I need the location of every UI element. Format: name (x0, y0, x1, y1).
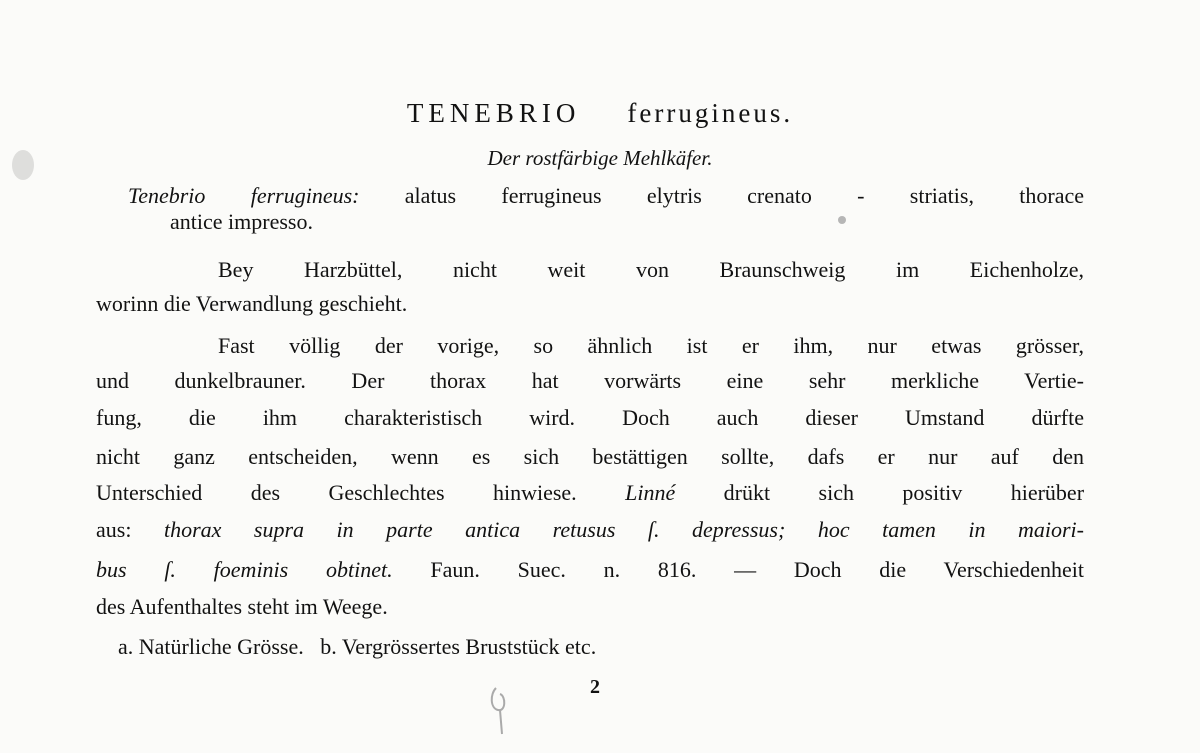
page-subtitle: Der rostfärbige Mehlkäfer. (487, 146, 713, 170)
para2-line-6 (96, 517, 1084, 543)
title-genus: TENEBRIO (406, 98, 581, 128)
author-linne: Linné (625, 480, 676, 505)
diagnosis-text-1: alatus ferrugineus elytris crenato - striatis, thorace (404, 183, 1084, 208)
scan-speck (838, 216, 846, 224)
diagnosis-name: Tenebrio ferrugineus: (128, 183, 360, 208)
page-title (0, 98, 1200, 129)
linne-quote-2: bus ſ. foeminis obtinet. (96, 557, 393, 582)
para1-line-2: worinn die Verwandlung geschieht. (96, 291, 408, 316)
para2-line-2: und dunkelbrauner. Der thorax hat vorwärts eine sehr merkliche Vertie- (96, 368, 1084, 393)
title-species: ferrugineus. (627, 98, 794, 128)
para2-line-3: fung, die ihm charakteristisch wird. Doch auch dieser Umstand dürfte (96, 405, 1084, 430)
para1-line-1: Bey Harzbüttel, nicht weit von Braunschweig im Eichenholze, (218, 257, 1084, 282)
para2-line-4: nicht ganz entscheiden, wenn es sich bestättigen sollte, dafs er nur auf den (96, 444, 1084, 469)
para2-line-5c: drükt sich positiv hierüber (723, 480, 1085, 505)
page-number: 2 (590, 676, 600, 698)
para2-line-7 (96, 557, 1084, 583)
para2-line-1: Fast völlig der vorige, so ähnlich ist er ihm, nur etwas grösser, (218, 333, 1084, 358)
scan-smudge (12, 150, 34, 180)
para2-line-5 (96, 480, 1084, 506)
figure-caption: a. Natürliche Grösse. b. Vergrössertes Bruststück etc. (118, 634, 597, 659)
para2-line-5a: Unterschied des Geschlechtes hinwiese. (96, 480, 577, 505)
para2-line-8: des Aufenthaltes steht im Weege. (96, 594, 388, 619)
para2-line-7b: Faun. Suec. n. 816. — Doch die Verschiedenheit (430, 557, 1085, 582)
pencil-mark (488, 684, 510, 736)
diagnosis-line-2: antice impresso. (170, 209, 313, 234)
linne-quote-1: thorax supra in parte antica retusus ſ. depressus; hoc tamen in maiori- (163, 517, 1084, 542)
para2-line-6a: aus: (96, 517, 132, 542)
diagnosis-line-1 (128, 183, 1084, 209)
